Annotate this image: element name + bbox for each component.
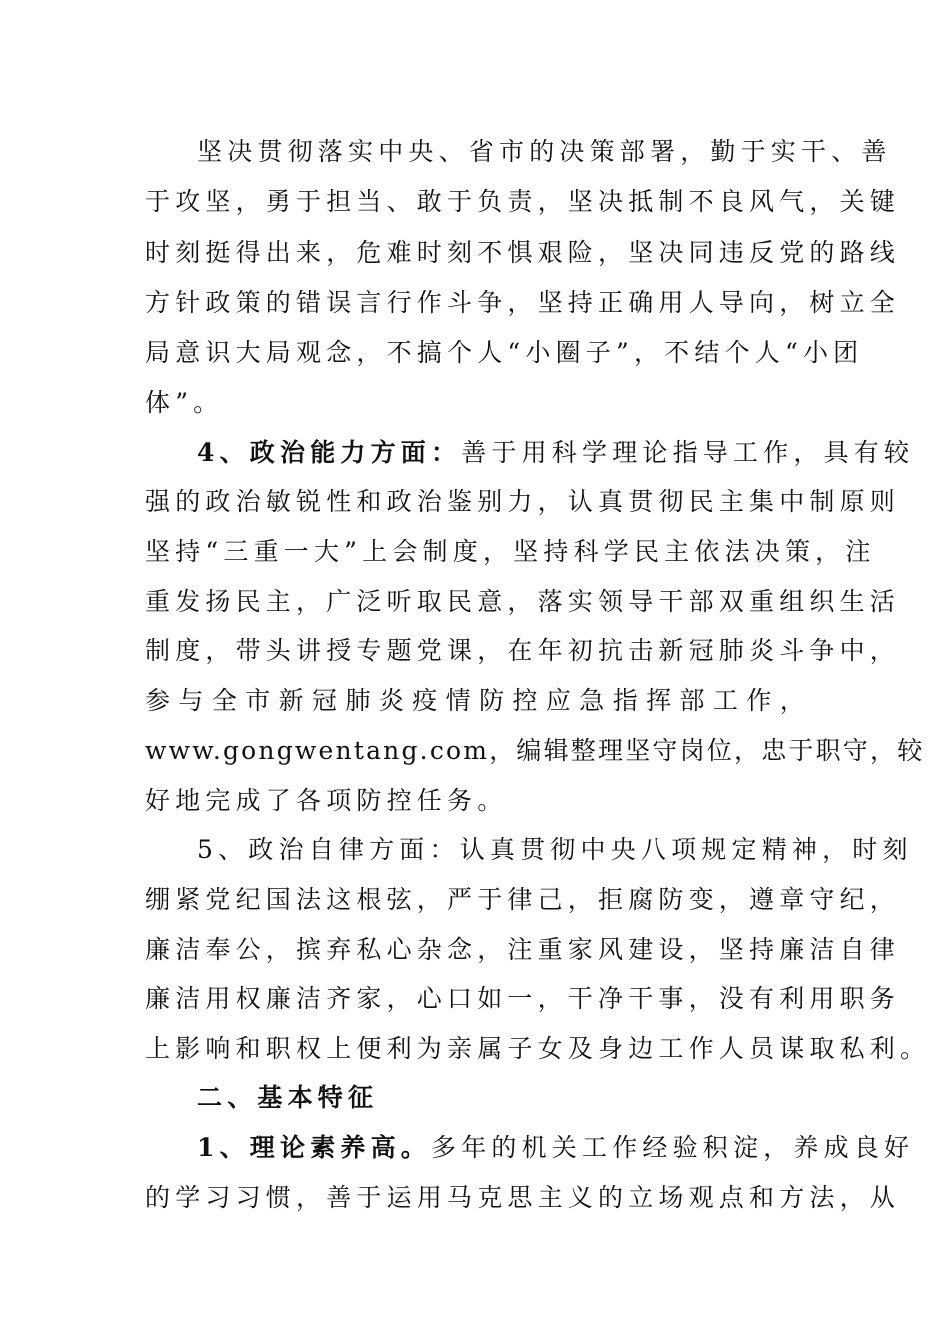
spread-char: 指: [612, 686, 638, 715]
text-line: 廉洁奉公，摈弃私心杂念，注重家风建设，坚持廉洁自律: [145, 935, 901, 964]
spread-char: 冠: [312, 686, 338, 715]
text-line: 方针政策的错误言行作斗争，坚持正确用人导向，树立全: [145, 288, 901, 317]
spread-char: 防: [479, 686, 505, 715]
text-line: 好地完成了各项防控任务。: [145, 786, 508, 815]
text-line: 于攻坚，勇于担当、敢于负责，坚决抵制不良风气，关键: [145, 187, 901, 216]
text-line: 的学习习惯，善于运用马克思主义的立场观点和方法，从: [145, 1183, 901, 1212]
text-line: www.gongwentang.com，编辑整理坚守岗位，忠于职守，较: [145, 736, 925, 765]
spread-char: 全: [211, 686, 237, 715]
text-line-justified: [145, 686, 805, 716]
text-line: 坚持“三重一大”上会制度，坚持科学民主依法决策，注: [145, 537, 876, 566]
text-fragment: 善于用科学理论指导工作，具有较: [461, 438, 915, 467]
text-line: 时刻挺得出来，危难时刻不惧艰险，坚决同违反党的路线: [145, 238, 901, 267]
spread-char: 炎: [378, 686, 404, 715]
text-line: [197, 438, 914, 468]
text-line: 坚决贯彻落实中央、省市的决策部署，勤于实干、善: [197, 137, 892, 166]
text-line: 强的政治敏锐性和政治鉴别力，认真贯彻民主集中制原则: [145, 487, 901, 516]
spread-char: 挥: [646, 686, 672, 715]
text-line: [197, 1133, 914, 1163]
spread-char: 参: [145, 686, 171, 715]
spread-char: 作: [746, 686, 772, 715]
text-line: 局意识大局观念，不搞个人“小圈子”，不结个人“小团: [145, 338, 864, 367]
spread-char: 部: [679, 686, 705, 715]
text-line: 绷紧党纪国法这根弦，严于律己，拒腐防变，遵章守纪，: [145, 885, 901, 914]
spread-char: 情: [445, 686, 471, 715]
spread-char: 肺: [345, 686, 371, 715]
spread-char: 控: [512, 686, 538, 715]
text-line: 体”。: [145, 388, 224, 417]
spread-char: 与: [178, 686, 204, 715]
paragraph-heading: 4、政治能力方面：: [197, 438, 462, 467]
text-line: 廉洁用权廉洁齐家，心口如一，干净干事，没有利用职务: [145, 984, 901, 1013]
spread-char: 市: [245, 686, 271, 715]
spread-char: 急: [579, 686, 605, 715]
text-line: 上影响和职权上便利为亲属子女及身边工作人员谋取私利。: [145, 1034, 931, 1063]
text-line: 制度，带头讲授专题党课，在年初抗击新冠肺炎斗争中，: [145, 636, 901, 665]
text-line: 5、政治自律方面：认真贯彻中央八项规定精神，时刻: [197, 835, 913, 864]
section-title: 二、基本特征: [197, 1083, 379, 1112]
spread-char: 新: [278, 686, 304, 715]
paragraph-heading: 1、理论素养高。: [197, 1133, 431, 1162]
spread-char: 应: [545, 686, 571, 715]
spread-char: 工: [712, 686, 738, 715]
text-fragment: 多年的机关工作经验积淀，养成良好: [431, 1133, 915, 1162]
spread-char: 疫: [412, 686, 438, 715]
spread-char: ，: [779, 686, 805, 715]
text-line: 重发扬民主，广泛听取民意，落实领导干部双重组织生活: [145, 587, 901, 616]
